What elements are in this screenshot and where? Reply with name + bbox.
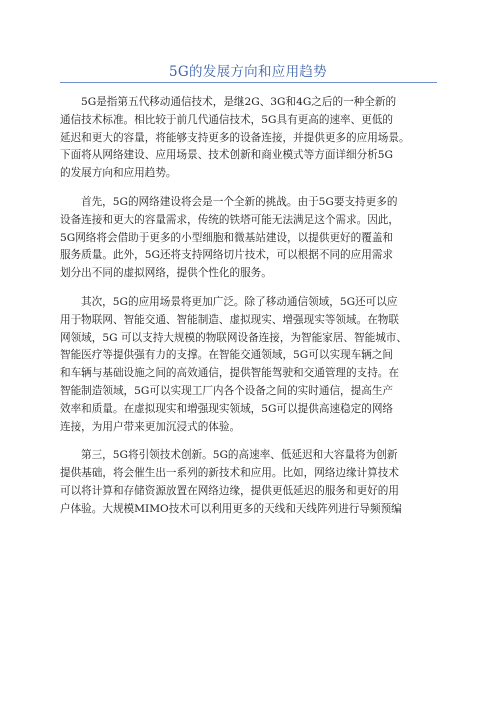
paragraph-line: 用于物联网、智能交通、智能制造、虚拟现实、增强现实等领域。在物联	[60, 313, 399, 326]
paragraph-line: 延迟和更大的容量，将能够支持更多的设备连接，并提供更多的应用场景。	[60, 131, 410, 144]
paragraph-line: 下面将从网络建设、应用场景、技术创新和商业模式等方面详细分析5G	[60, 149, 394, 162]
paragraph-line: 5G是指第五代移动通信技术，是继2G、3G和4G之后的一种全新的	[81, 96, 397, 108]
paragraph-line: 效率和质量。在虚拟现实和增强现实领域，5G可以提供高速稳定的网络	[60, 402, 394, 415]
title-underline	[60, 82, 437, 83]
page-title: 5G的发展方向和应用趋势	[169, 64, 327, 80]
paragraph-2	[60, 194, 440, 283]
paragraph-line: 通信技术标准。相比较于前几代通信技术，5G具有更高的速率、更低的	[60, 113, 394, 126]
paragraph-3	[60, 294, 440, 436]
paragraph-line: 的发展方向和应用趋势。	[60, 167, 177, 180]
paragraph-line: 智能制造领域，5G可以实现工厂内各个设备之间的实时通信，提高生产	[60, 384, 394, 397]
paragraph-line: 连接，为用户带来更加沉浸式的体验。	[60, 420, 241, 433]
paragraph-line: 其次，5G的应用场景将更加广泛。除了移动通信领域，5G还可以应	[81, 295, 398, 308]
paragraph-1	[60, 94, 440, 183]
paragraph-line: 首先，5G的网络建设将会是一个全新的挑战。由于5G要支持更多的	[81, 195, 398, 208]
paragraph-line: 网领域，5G 可以支持大规模的物联网设备连接，为智能家居、智能城市、	[60, 331, 407, 344]
paragraph-line: 5G网络将会借助于更多的小型细胞和微基站建设，以提供更好的覆盖和	[60, 231, 394, 244]
paragraph-line: 提供基础，将会催生出一系列的新技术和应用。比如，网络边缘计算技术	[60, 467, 399, 480]
paragraph-line: 户体验。大规模MIMO技术可以利用更多的天线和天线阵列进行导频预编	[60, 502, 402, 515]
paragraph-line: 可以将计算和存储资源放置在网络边缘，提供更低延迟的服务和更好的用	[60, 484, 399, 497]
paragraph-line: 第三，5G将引领技术创新。5G的高速率、低延迟和大容量将为创新	[81, 449, 398, 462]
paragraph-line: 设备连接和更大的容量需求，传统的铁塔可能无法满足这个需求。因此，	[60, 213, 399, 226]
document-body	[60, 94, 440, 530]
paragraph-4	[60, 447, 440, 518]
paragraph-line: 和车辆与基础设施之间的高效通信，提供智能驾驶和交通管理的支持。在	[60, 367, 399, 380]
paragraph-line: 划分出不同的虚拟网络，提供个性化的服务。	[60, 267, 272, 280]
paragraph-line: 服务质量。此外，5G还将支持网络切片技术，可以根据不同的应用需求	[60, 249, 394, 262]
paragraph-line: 智能医疗等提供强有力的支撑。在智能交通领域，5G可以实现车辆之间	[60, 349, 394, 362]
